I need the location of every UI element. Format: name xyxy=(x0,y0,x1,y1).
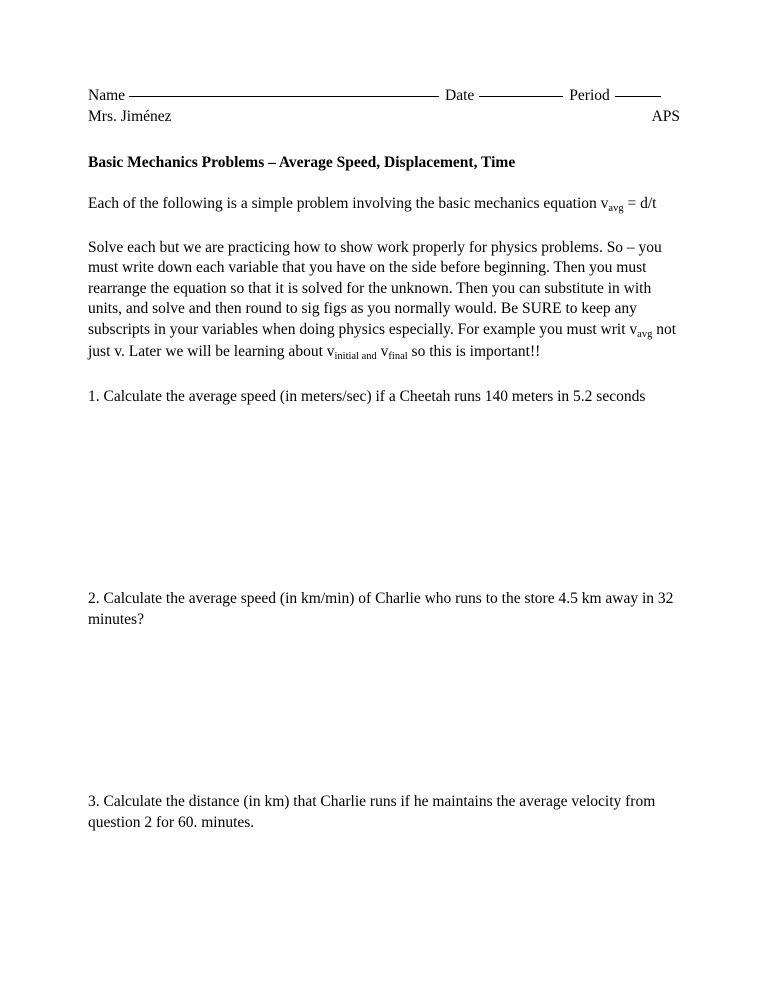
document-body xyxy=(88,86,680,833)
name-label: Name xyxy=(88,87,126,104)
problem-2-work-area[interactable] xyxy=(88,630,680,770)
instructions-subscript-initial: initial and xyxy=(334,351,377,362)
problem-1-work-area[interactable] xyxy=(88,407,680,567)
problem-3 xyxy=(88,792,680,833)
problem-3-text: Calculate the distance (in km) that Charlie runs if he maintains the average velocity from question 2 for 60. minutes. xyxy=(88,793,656,831)
teacher-course-row xyxy=(88,107,680,127)
problem-3-number: 3. xyxy=(88,793,100,810)
instructions-part-4: so this is important!! xyxy=(407,343,541,360)
course-code: APS xyxy=(651,108,680,125)
period-label: Period xyxy=(569,87,610,104)
instructions-part-2: not just v. Later we will be learning about v xyxy=(88,320,677,360)
date-label: Date xyxy=(445,87,475,104)
problem-1 xyxy=(88,387,680,408)
instructions-subscript-avg: avg xyxy=(637,328,653,340)
page-title: Basic Mechanics Problems – Average Speed, Displacement, Time xyxy=(88,154,516,171)
problem-2-number: 2. xyxy=(88,590,100,607)
instructions-paragraph xyxy=(88,238,680,365)
name-date-period-header xyxy=(88,86,680,106)
problem-2-text: Calculate the average speed (in km/min) of Charlie who runs to the store 4.5 km away in 32 minutes? xyxy=(88,590,674,628)
problem-1-number: 1. xyxy=(88,387,100,405)
date-blank-line[interactable] xyxy=(479,96,563,97)
instructions-part-3: v xyxy=(376,343,389,360)
equation-intro-line xyxy=(88,194,680,217)
period-blank-line[interactable] xyxy=(615,96,661,97)
instructions-subscript-final: final xyxy=(388,351,408,362)
equation-subscript-avg: avg xyxy=(608,203,624,214)
teacher-name: Mrs. Jiménez xyxy=(88,108,172,125)
problem-2 xyxy=(88,589,680,630)
instructions-part-1: Solve each but we are practicing how to show work properly for physics problems. So – you must write down each variable that you have on the side before beginning. Then you must rearrange the equation so that it is solved for the unknown. Then you can substitute in with units, and solve and then round to sig figs as you normally would. Be SURE to keep any subscripts in your variables when doing physics especially. For example you must writ v xyxy=(88,238,662,338)
name-blank-line[interactable] xyxy=(129,96,439,97)
equation-intro-suffix: = d/t xyxy=(623,195,657,212)
problem-1-text: Calculate the average speed (in meters/sec) if a Cheetah runs 140 meters in 5.2 seconds xyxy=(103,387,646,405)
equation-intro-prefix: Each of the following is a simple problem involving the basic mechanics equation v xyxy=(88,195,609,212)
